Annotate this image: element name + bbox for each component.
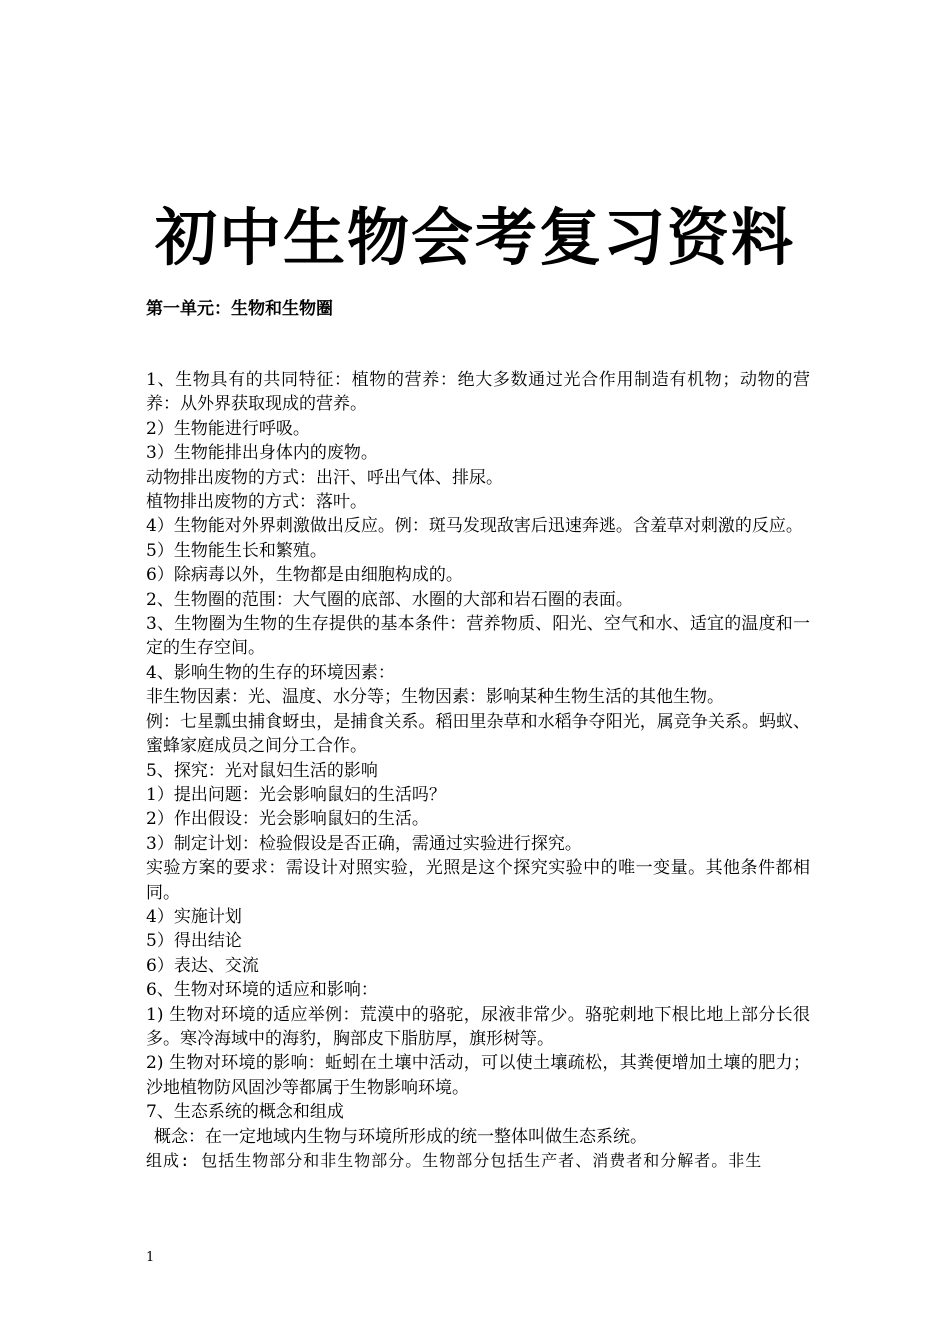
paragraph: 3）生物能排出身体内的废物。 [146, 443, 378, 464]
paragraph: 3、生物圈为生物的生存提供的基本条件：营养物质、阳光、空气和水、适宜的温度和一定的生存空间。 [146, 614, 810, 659]
paragraph: 非生物因素：光、温度、水分等；生物因素：影响某种生物生活的其他生物。 [146, 687, 724, 708]
unit-heading: 第一单元：生物和生物圈 [146, 299, 333, 319]
paragraph: 2）作出假设：光会影响鼠妇的生活。 [146, 809, 429, 830]
paragraph: 2）生物能进行呼吸。 [146, 418, 310, 439]
paragraph: 4、影响生物的生存的环境因素： [146, 662, 395, 683]
paragraph: 概念：在一定地域内生物与环境所形成的统一整体叫做生态系统。 [154, 1126, 647, 1147]
paragraph: 3）制定计划：检验假设是否正确，需通过实验进行探究。 [146, 833, 582, 854]
paragraph: 1) 生物对环境的适应举例：荒漠中的骆驼，尿液非常少。骆驼刺地下根比地上部分长很多。寒冷海域中的海豹，胸部皮下脂肪厚，旗形树等。 [146, 1004, 810, 1049]
paragraph: 例：七星瓢虫捕食蚜虫，是捕食关系。稻田里杂草和水稻争夺阳光，属竞争关系。蚂蚁、蜜蜂家庭成员之间分工合作。 [146, 711, 810, 757]
paragraph: 2) 生物对环境的影响：蚯蚓在土壤中活动，可以使土壤疏松，其粪便增加土壤的肥力；沙地植物防风固沙等都属于生物影响环境。 [146, 1053, 810, 1098]
paragraph: 5）生物能生长和繁殖。 [146, 540, 327, 561]
paragraph: 6）除病毒以外，生物都是由细胞构成的。 [146, 565, 463, 586]
paragraph: 1）提出问题：光会影响鼠妇的生活吗？ [146, 784, 446, 805]
paragraph: 5、探究：光对鼠妇生活的影响 [146, 760, 378, 781]
page-number: 1 [146, 1250, 155, 1265]
paragraph: 6）表达、交流 [146, 955, 259, 976]
paragraph: 4）实施计划 [146, 906, 242, 927]
paragraph: 实验方案的要求：需设计对照实验，光照是这个探究实验中的唯一变量。其他条件都相同。 [146, 858, 810, 903]
document-title: 初中生物会考复习资料 [154, 201, 795, 274]
paragraph: 5）得出结论 [146, 931, 242, 952]
paragraph: 1、生物具有的共同特征：植物的营养：绝大多数通过光合作用制造有机物；动物的营养：从外界获取现成的营养。 [146, 370, 810, 415]
paragraph: 6、生物对环境的适应和影响： [146, 980, 378, 1001]
paragraph: 7、生态系统的概念和组成 [146, 1102, 344, 1123]
paragraph: 2、生物圈的范围：大气圈的底部、水圈的大部和岩石圈的表面。 [146, 589, 633, 610]
paragraph: 组成: 包括生物部分和非生物部分。生物部分包括生产者、消费者和分解者。非生 [146, 1151, 763, 1170]
paragraph: 4）生物能对外界刺激做出反应。例：斑马发现敌害后迅速奔逃。含羞草对刺激的反应。 [146, 516, 803, 537]
document-body [146, 368, 810, 1173]
paragraph: 动物排出废物的方式：出汗、呼出气体、排尿。 [146, 467, 503, 488]
paragraph: 植物排出废物的方式：落叶。 [146, 492, 367, 513]
